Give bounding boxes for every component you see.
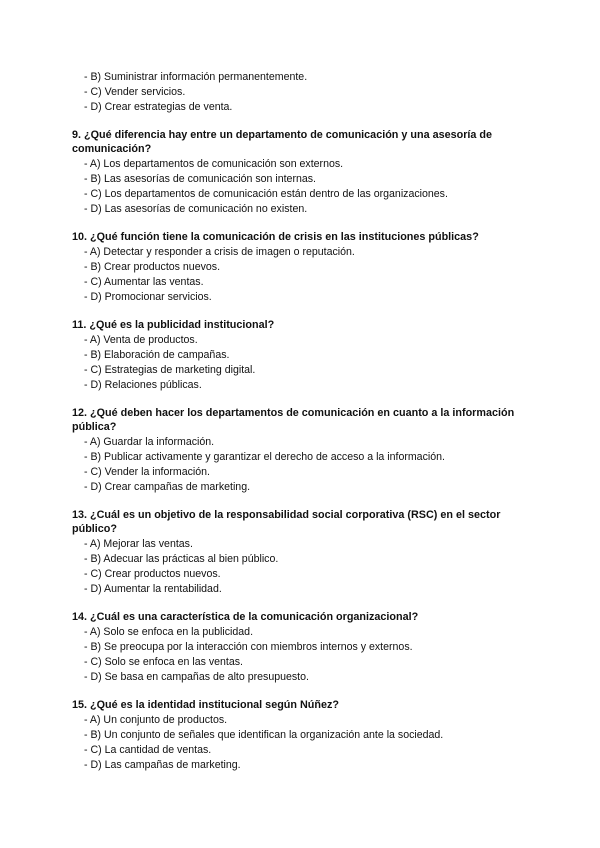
option-c: - C) Aumentar las ventas.	[84, 276, 204, 288]
option-d: - D) Crear campañas de marketing.	[84, 481, 251, 493]
option-d: - D) Las asesorías de comunicación no existen.	[84, 203, 308, 215]
option-d: - D) Relaciones públicas.	[84, 379, 202, 391]
document-page	[72, 70, 542, 773]
option-b: - B) Adecuar las prácticas al bien público.	[84, 553, 279, 565]
question-title: 10. ¿Qué función tiene la comunicación de crisis en las instituciones públicas?	[72, 231, 479, 243]
option-b: - B) Las asesorías de comunicación son internas.	[84, 173, 317, 185]
question-title: 15. ¿Qué es la identidad institucional según Núñez?	[72, 699, 339, 711]
option-b: - B) Publicar activamente y garantizar el derecho de acceso a la información.	[84, 451, 445, 463]
question-10	[72, 230, 542, 305]
option-b: - B) Se preocupa por la interacción con miembros internos y externos.	[84, 641, 413, 653]
question-13	[72, 508, 542, 597]
option-d: - D) Crear estrategias de venta.	[84, 101, 233, 113]
option-c: - C) Los departamentos de comunicación están dentro de las organizaciones.	[84, 188, 448, 200]
option-c: - C) Vender servicios.	[84, 86, 186, 98]
option-b: - B) Crear productos nuevos.	[84, 261, 221, 273]
question-title: 13. ¿Cuál es un objetivo de la responsabilidad social corporativa (RSC) en el sector público?	[72, 509, 501, 535]
question-15	[72, 698, 542, 773]
question-9	[72, 128, 542, 217]
option-b: - B) Suministrar información permanentemente.	[84, 71, 308, 83]
option-a: - A) Mejorar las ventas.	[84, 538, 193, 550]
option-b: - B) Un conjunto de señales que identifican la organización ante la sociedad.	[84, 729, 444, 741]
option-d: - D) Se basa en campañas de alto presupuesto.	[84, 671, 309, 683]
option-a: - A) Detectar y responder a crisis de imagen o reputación.	[84, 246, 355, 258]
option-a: - A) Guardar la información.	[84, 436, 215, 448]
option-c: - C) Estrategias de marketing digital.	[84, 364, 256, 376]
option-b: - B) Elaboración de campañas.	[84, 349, 230, 361]
question-14	[72, 610, 542, 685]
question-title: 12. ¿Qué deben hacer los departamentos de comunicación en cuanto a la información pública?	[72, 407, 515, 433]
option-c: - C) Vender la información.	[84, 466, 211, 478]
option-a: - A) Un conjunto de productos.	[84, 714, 228, 726]
option-c: - C) Crear productos nuevos.	[84, 568, 221, 580]
option-a: - A) Solo se enfoca en la publicidad.	[84, 626, 254, 638]
option-d: - D) Promocionar servicios.	[84, 291, 212, 303]
option-c: - C) Solo se enfoca en las ventas.	[84, 656, 243, 668]
question-12	[72, 406, 542, 495]
option-a: - A) Los departamentos de comunicación son externos.	[84, 158, 344, 170]
option-c: - C) La cantidad de ventas.	[84, 744, 212, 756]
question-title: 14. ¿Cuál es una característica de la comunicación organizacional?	[72, 611, 419, 623]
carryover-options	[72, 70, 542, 115]
option-d: - D) Aumentar la rentabilidad.	[84, 583, 222, 595]
question-11	[72, 318, 542, 393]
option-a: - A) Venta de productos.	[84, 334, 198, 346]
question-title: 11. ¿Qué es la publicidad institucional?	[72, 319, 275, 331]
option-d: - D) Las campañas de marketing.	[84, 759, 241, 771]
question-title: 9. ¿Qué diferencia hay entre un departamento de comunicación y una asesoría de comunicación?	[72, 129, 493, 155]
